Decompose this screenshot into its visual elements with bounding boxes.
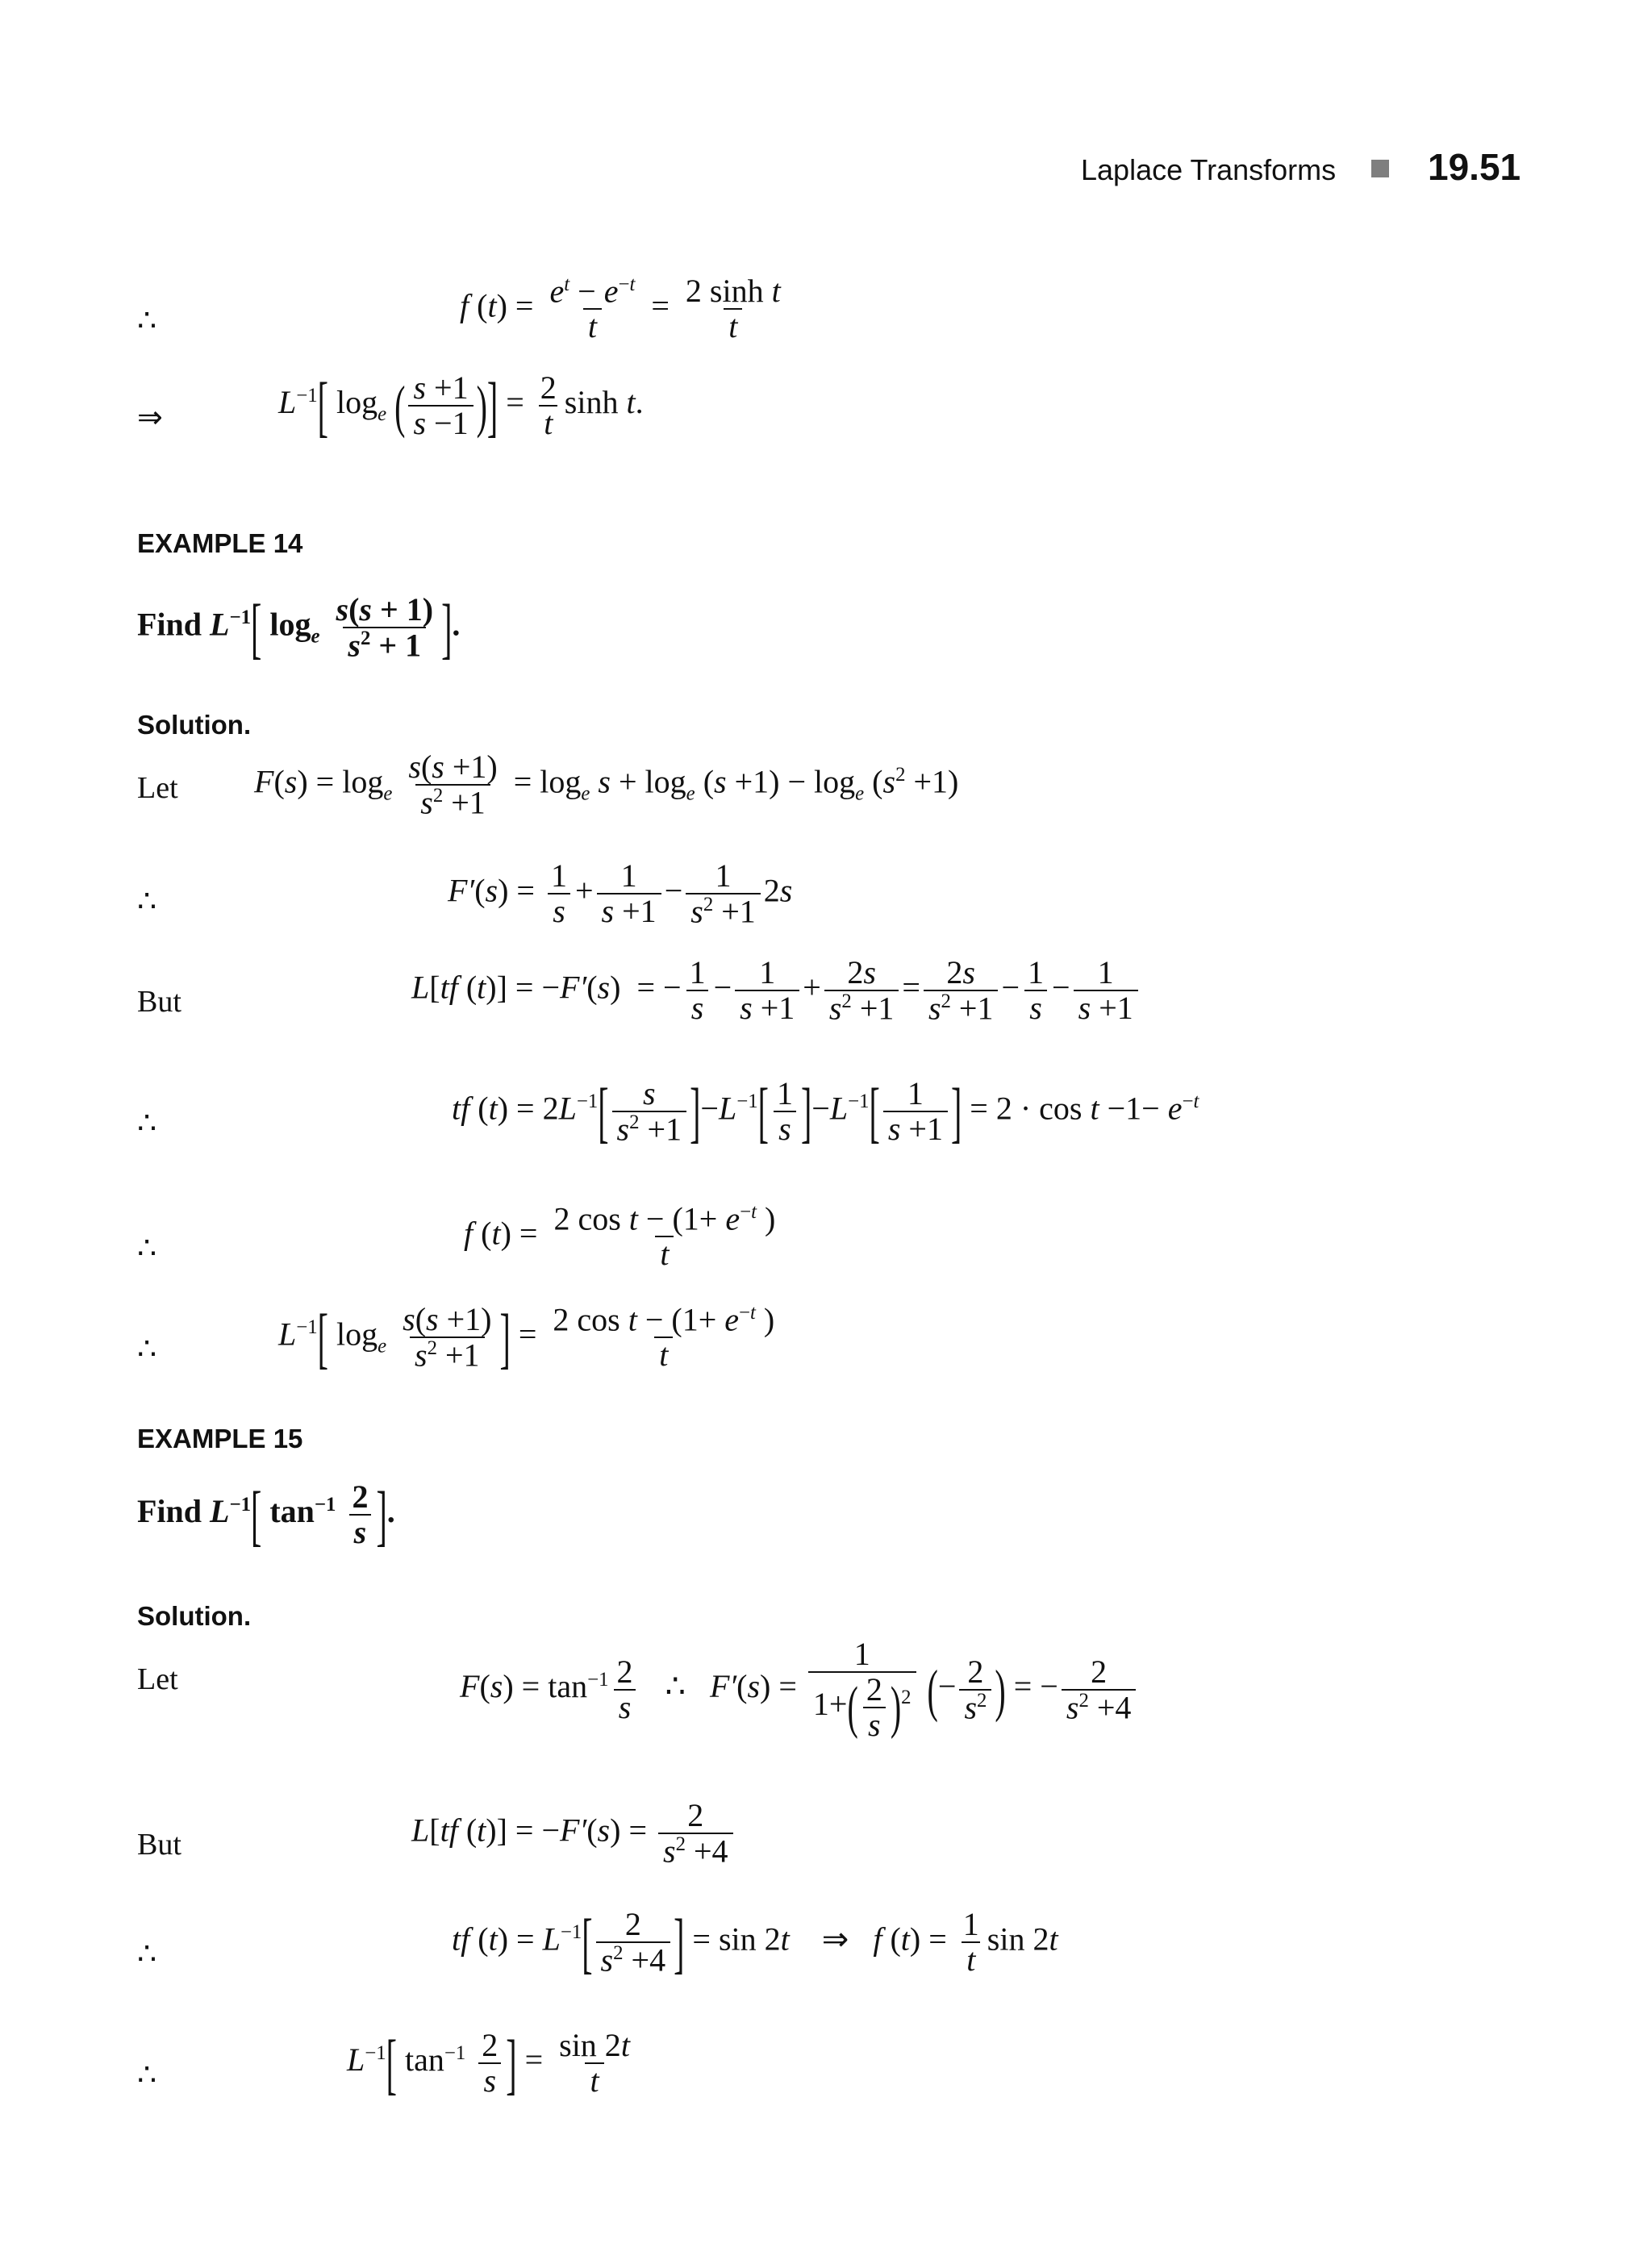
equation-tf-sin: tf $(t) = L^{-1}$[ $\frac{2}{s^2 +4}$ ] = sin 2t ⇒ f (t) = $\frac{1}{t}$ sin 2t <box>452 1904 1058 1981</box>
therefore-symbol: ∴ <box>137 1232 157 1266</box>
equation-f-cos: f (t) = $\frac{2 \cos t - (1+ e^{-t} )}{t}$ <box>464 1200 776 1273</box>
header-square-icon <box>1371 160 1389 177</box>
equation-f-sinh: f (t) = $\frac{e^t - e^{-t}}{t}$ = $\frac{\text{2 sinh t}}{t}$ <box>460 273 781 345</box>
equation-F-prime: F′(s) = $\frac{1}{s}$ + $\frac{1}{s +1}$ − $\frac{1}{s^2 +1}$ 2s <box>448 857 793 930</box>
therefore-symbol: ∴ <box>137 2058 157 2092</box>
therefore-symbol: ∴ <box>137 1332 157 1366</box>
therefore-symbol: ∴ <box>137 1107 157 1141</box>
equation-F-arctan: $F(s) = \tan^{-1}$ $\frac{2}{s}$ ∴ F′(s) = 1 1+( $\frac{2}{s}$ )$^2$ (− $\frac{2}{s^2}$ ) = − $\frac{2}{s^2 +4}$ <box>460 1637 1139 1742</box>
equation-example-14-result: $L^{-1}$[ $\log_e$ $\frac{s(s +1)}{s^2 +1}$ ] = $\frac{2 \cos t - (1+ e^{-t} )}{t}$ <box>278 1299 775 1376</box>
let-label: Let <box>137 1662 178 1696</box>
example-15-problem: Find $L^{-1}$[ $\tan^{-1}$ $\frac{2}{s}$ ]. <box>137 1476 395 1553</box>
example-15-solution-label: Solution. <box>137 1601 252 1631</box>
equation-L-tf: L[tf (t)] = −F′(s) = − $\frac{1}{s}$ − $\frac{1}{s +1}$ + $\frac{2s}{s^2 +1}$ = $\frac{2s}{s^2 +1}$ − $\frac{1}{s}$ − $\frac{1}{s +1}$ <box>411 956 1141 1025</box>
equation-tf-inverse: tf $(t) = 2L^{-1}$[ $\frac{s}{s^2 +1}$ ]$-L^{-1}$[ $\frac{1}{s}$ ]$-L^{-1}$[ $\frac{1}{s +1}$ ] = $2 \cdot \cos t -1- e^{-t}$ <box>452 1073 1199 1150</box>
find-label: Find <box>137 606 202 643</box>
but-label: But <box>137 985 181 1019</box>
let-label: Let <box>137 771 178 805</box>
example-14-problem: Find $L^{-1}$[ $\log_e$ $\frac{s(s + 1)}{s^2 + 1}$ ]. <box>137 589 461 666</box>
therefore-symbol: ∴ <box>137 885 157 919</box>
implies-symbol: ⇒ <box>821 1920 849 1958</box>
example-15-heading: EXAMPLE 15 <box>137 1424 303 1453</box>
equation-inverse-log-ratio: $L^{-1}$[ $\log_e$ ( $\frac{s +1}{s -1}$ )] = $\frac{2}{t}$ sinh t. <box>278 367 644 444</box>
therefore-symbol: ∴ <box>137 304 157 338</box>
running-header-title: Laplace Transforms <box>1081 153 1337 186</box>
equation-example-15-result: $L^{-1}$[ $\tan^{-1}$ $\frac{2}{s}$ ] = $\frac{\sin 2t}{t}$ <box>347 2025 630 2102</box>
equation-F-definition: $F(s) = \log_e$ $\frac{s(s +1)}{s^2 +1}$ = $\log_e s + \log_e (s +1) - \log_e (s^2 +1)$ <box>254 749 959 821</box>
but-label: But <box>137 1828 181 1862</box>
equation-L-tf-arctan: L[tf (t)] = −F′(s) = $\frac{2}{s^2 +4}$ <box>411 1799 736 1868</box>
example-14-solution-label: Solution. <box>137 710 252 740</box>
page-number: 19.51 <box>1428 146 1521 188</box>
example-14-heading: EXAMPLE 14 <box>137 528 303 558</box>
implies-symbol: ⇒ <box>137 401 163 435</box>
therefore-symbol: ∴ <box>137 1937 157 1971</box>
find-label: Find <box>137 1493 202 1530</box>
